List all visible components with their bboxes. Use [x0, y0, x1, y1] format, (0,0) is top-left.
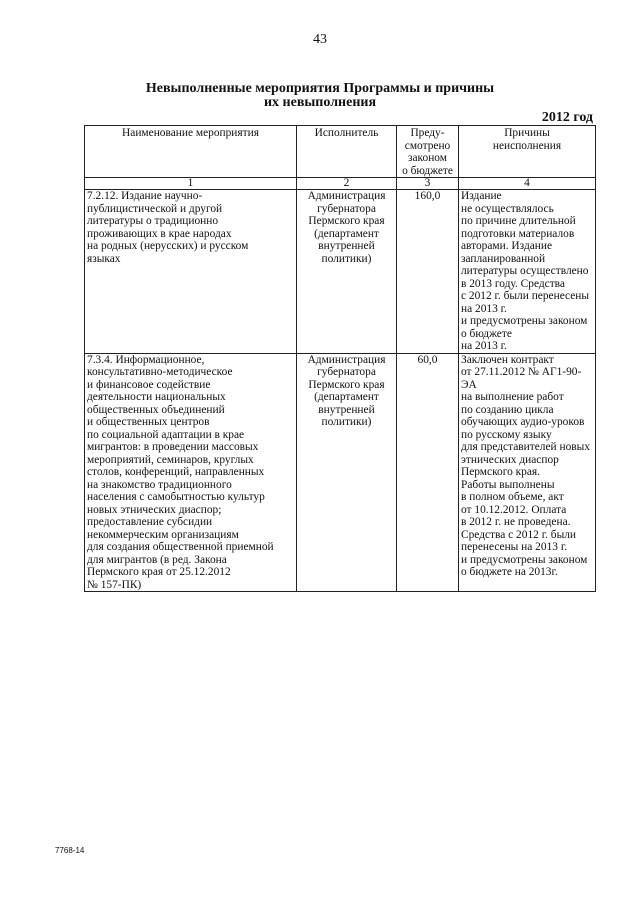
document-title — [100, 82, 540, 110]
reason-cell: Издание не осуществлялось по причине длительной подготовки материалов авторами. Издание запланированной литературы осуществлено в 2013 году. Средства с 2012 г. были перенесены на 2013 г. и предусмотрены законом о бюджете на 2013 г. — [459, 190, 596, 354]
column-number: 2 — [297, 178, 397, 190]
header-event-name: Наименование мероприятия — [85, 126, 297, 178]
header-executor: Исполнитель — [297, 126, 397, 178]
event-name-cell: 7.2.12. Издание научно- публицистической и другой литературы о традиционно проживающих в крае народах на родных (нерусских) и русском языках — [85, 190, 297, 354]
year-label: 2012 год — [541, 110, 593, 125]
executor-cell: Администрация губернатора Пермского края (департамент внутренней политики) — [297, 353, 397, 592]
budget-amount-cell: 60,0 — [397, 353, 459, 592]
column-number: 1 — [85, 178, 297, 190]
page-number: 43 — [313, 32, 327, 47]
reason-cell: Заключен контракт от 27.11.2012 № АГ1-90-ЭА на выполнение работ по созданию цикла обучающих аудио-уроков по русскому языку для представителей новых этнических диаспор Пермского края. Работы выполнены в полном объеме, акт от 10.12.2012. Оплата в 2012 г. не проведена. Средства с 2012 г. были перенесены на 2013 г. и предусмотрены законом о бюджете на 2013г. — [459, 353, 596, 592]
event-name-cell: 7.3.4. Информационное, консультативно-методическое и финансовое содействие деятельности национальных общественных объединений и общественных центров по социальной адаптации в крае мигрантов: в проведении массовых мероприятий, семинаров, круглых столов, конференций, направленных на знакомство традиционного населения с самобытностью культур новых этнических диаспор; предоставление субсидии некоммерческим организациям для создания общественной приемной для мигрантов (в ред. Закона Пермского края от 25.12.2012 № 157-ПК) — [85, 353, 297, 592]
budget-amount-cell: 160,0 — [397, 190, 459, 354]
title-line-2: их невыполнения — [263, 95, 377, 110]
events-table — [84, 125, 596, 592]
header-reasons: Причины неисполнения — [459, 126, 596, 178]
column-number: 3 — [397, 178, 459, 190]
column-number-row — [85, 178, 596, 190]
footer-document-code: 7768-14 — [55, 846, 85, 855]
header-budget-amount: Преду- смотрено законом о бюджете — [397, 126, 459, 178]
table-row — [85, 353, 596, 592]
title-line-1: Невыполненные мероприятия Программы и причины — [145, 81, 495, 96]
executor-cell: Администрация губернатора Пермского края (департамент внутренней политики) — [297, 190, 397, 354]
column-number: 4 — [459, 178, 596, 190]
table-row — [85, 190, 596, 354]
table-header-row — [85, 126, 596, 178]
